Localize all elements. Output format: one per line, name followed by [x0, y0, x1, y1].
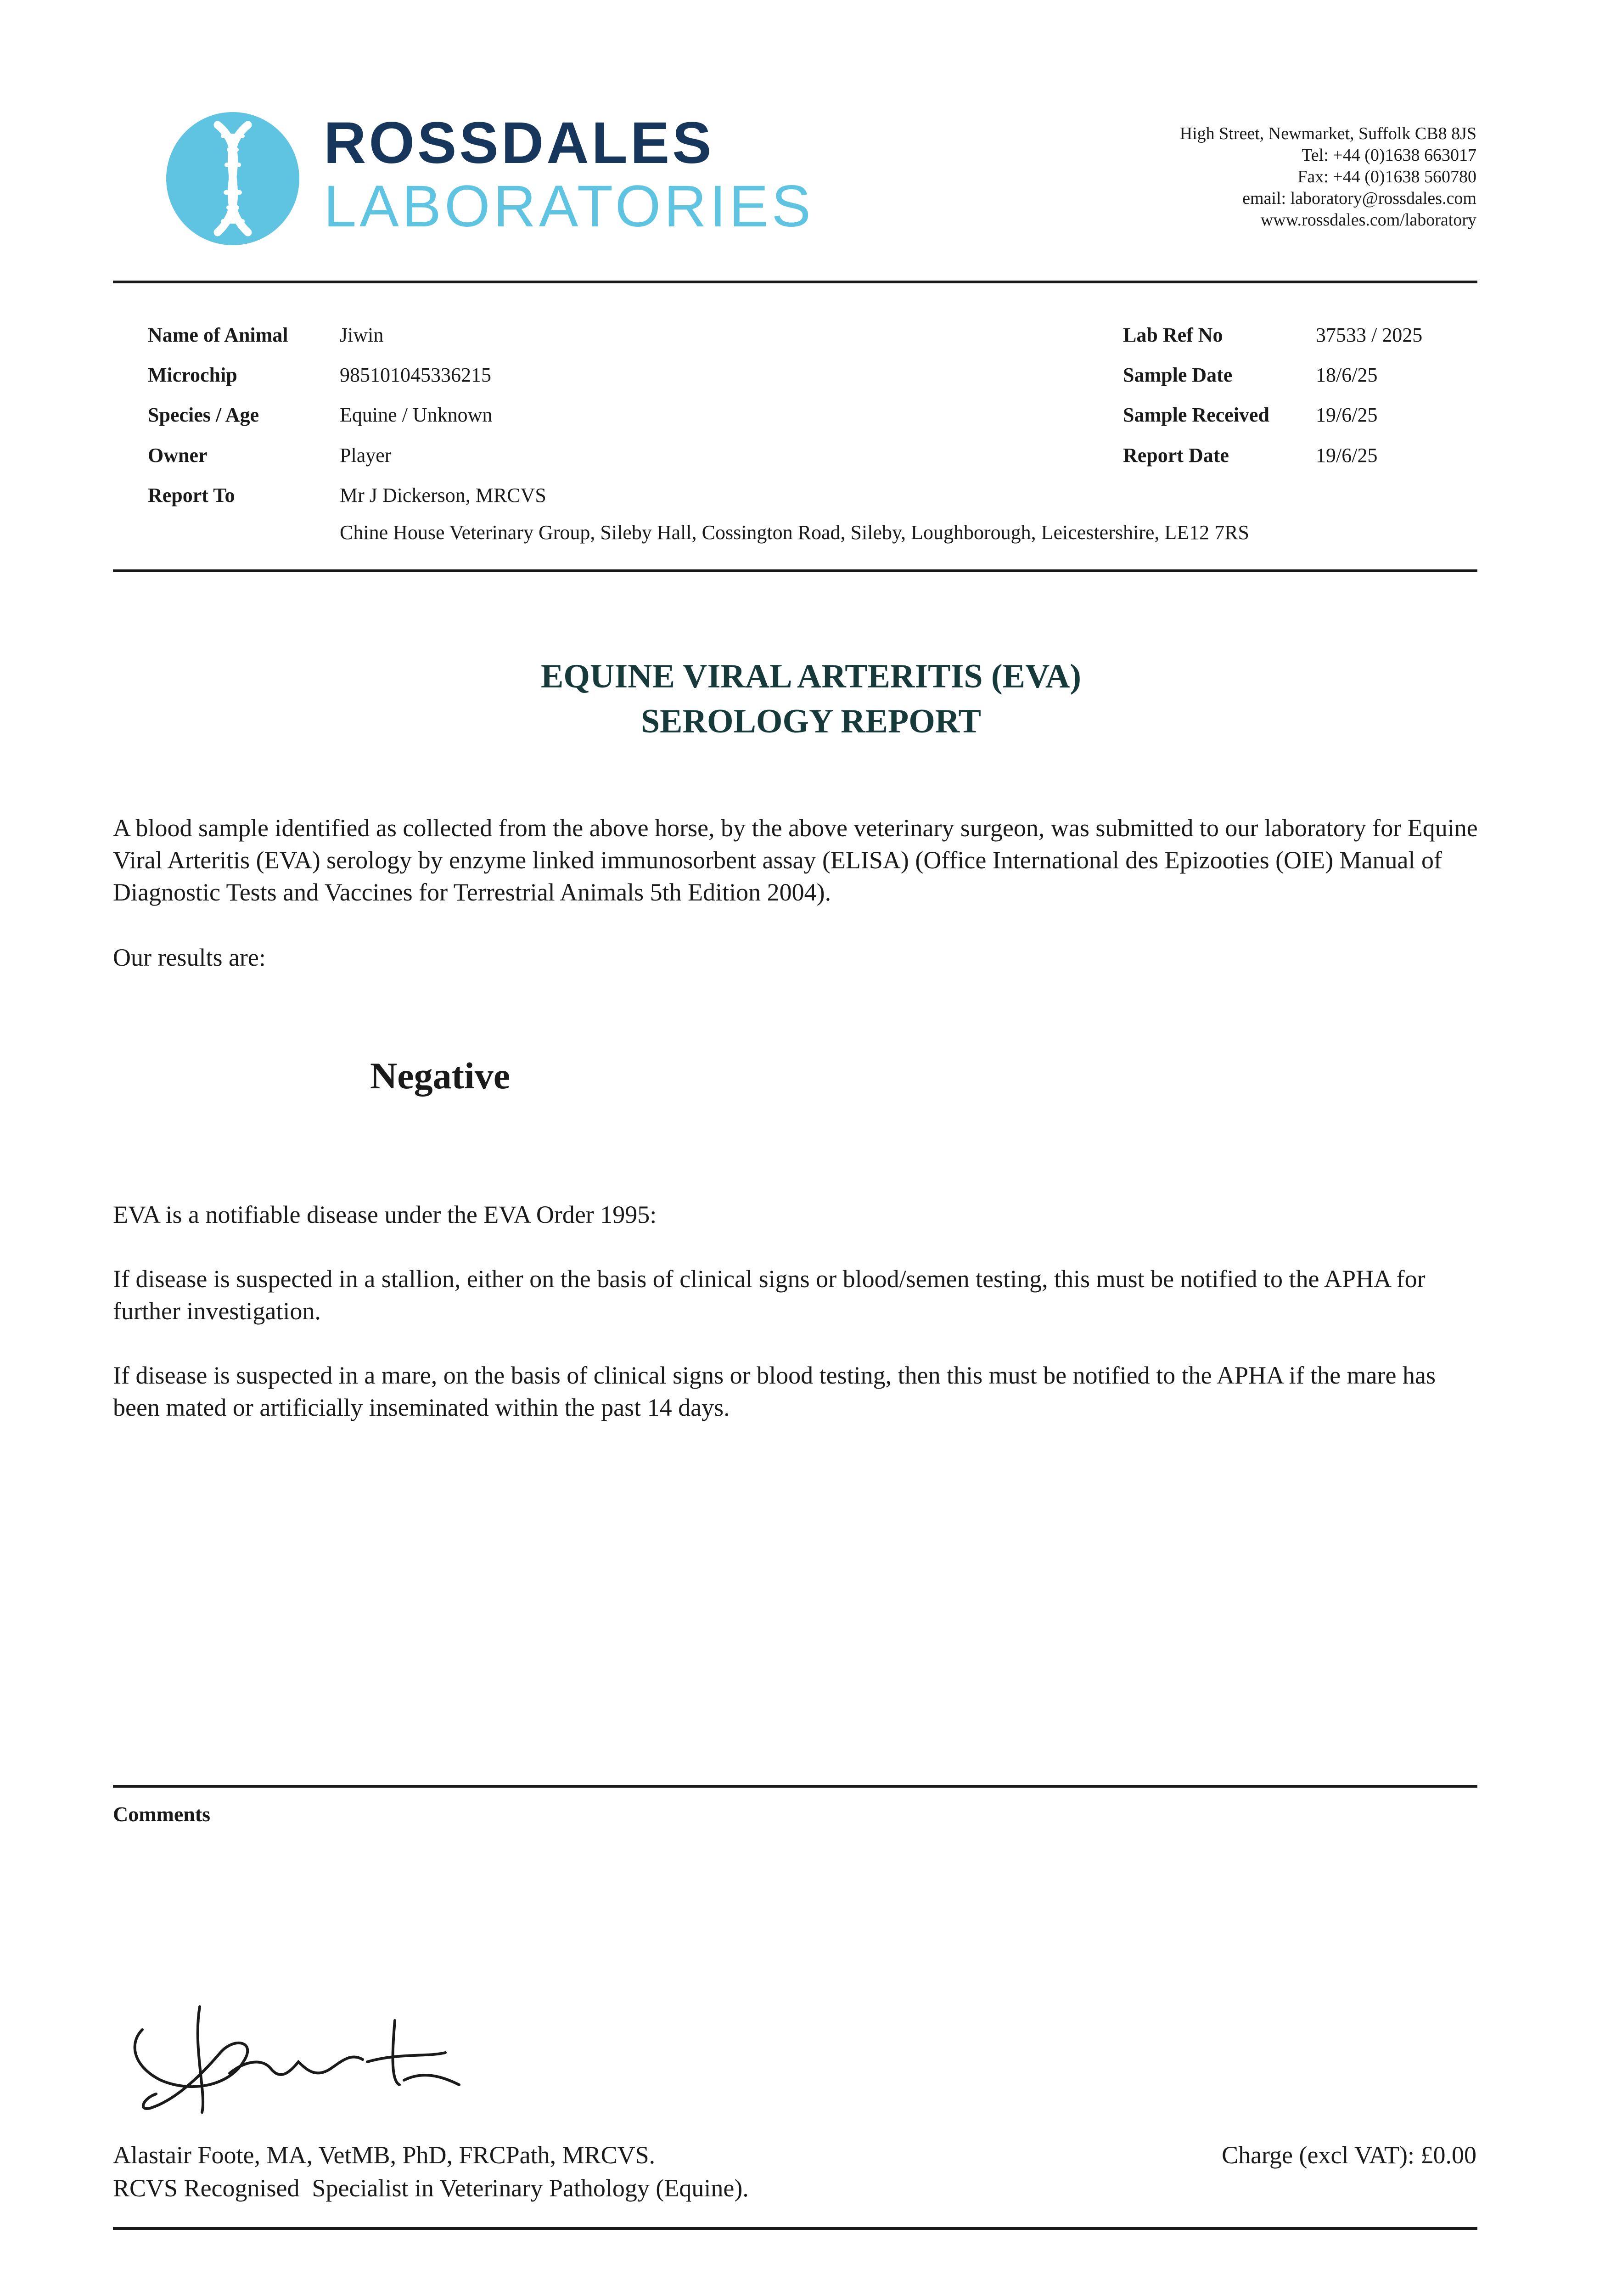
- charge-text: Charge (excl VAT): £0.00: [1222, 2141, 1476, 2169]
- report-to-address: Chine House Veterinary Group, Sileby Hall, Cossington Road, Sileby, Loughborough, Leicestershire, LE12 7RS: [340, 521, 1249, 544]
- dna-helix-icon: [166, 112, 299, 245]
- sample-received-value: 19/6/25: [1316, 404, 1378, 426]
- lab-ref-value: 37533 / 2025: [1316, 324, 1423, 346]
- report-title: [0, 654, 1622, 744]
- report-to-value: Mr J Dickerson, MRCVS: [340, 484, 546, 506]
- results-intro: Our results are:: [113, 944, 266, 971]
- phone-line: Tel: +44 (0)1638 663017: [1302, 146, 1476, 165]
- header-divider: [113, 281, 1477, 283]
- sample-received-label: Sample Received: [1123, 404, 1269, 426]
- address-line: High Street, Newmarket, Suffolk CB8 8JS: [1179, 124, 1476, 143]
- details-divider: [113, 569, 1477, 572]
- footer-divider: [113, 2227, 1477, 2230]
- website-line: www.rossdales.com/laboratory: [1260, 210, 1476, 230]
- intro-paragraph: A blood sample identified as collected from the above horse, by the above veterinary surgeon, was submitted to our laboratory for Equine Viral Arteritis (EVA) serology by enzyme linked immunosorbent assay (ELISA) (Office International des Epizooties (OIE) Manual of Diagnostic Tests and Vaccines for Terrestrial Animals 5th Edition 2004).: [113, 814, 1478, 906]
- species-value: Equine / Unknown: [340, 404, 493, 426]
- report-date-value: 19/6/25: [1316, 444, 1378, 467]
- microchip-label: Microchip: [148, 364, 237, 386]
- name-value: Jiwin: [340, 324, 384, 346]
- fax-line: Fax: +44 (0)1638 560780: [1297, 167, 1476, 186]
- brand-subtitle: LABORATORIES: [324, 174, 814, 239]
- sample-date-value: 18/6/25: [1316, 364, 1378, 386]
- owner-label: Owner: [148, 444, 208, 467]
- brand-name: ROSSDALES: [324, 110, 714, 176]
- notifiable-paragraph: EVA is a notifiable disease under the EVA Order 1995:: [113, 1201, 657, 1228]
- comments-label: Comments: [113, 1802, 211, 1826]
- comments-divider: [113, 1785, 1477, 1788]
- email-line: email: laboratory@rossdales.com: [1242, 189, 1476, 208]
- microchip-value: 985101045336215: [340, 364, 491, 386]
- stallion-paragraph: If disease is suspected in a stallion, either on the basis of clinical signs or blood/semen testing, this must be notified to the APHA for further investigation.: [113, 1265, 1426, 1325]
- sample-date-label: Sample Date: [1123, 364, 1233, 386]
- signer-credentials: RCVS Recognised Specialist in Veterinary Pathology (Equine).: [113, 2174, 749, 2202]
- mare-paragraph: If disease is suspected in a mare, on the basis of clinical signs or blood testing, then this must be notified to the APHA if the mare has been mated or artificially inseminated within the past 14 days.: [113, 1362, 1436, 1421]
- signature: [124, 1993, 473, 2126]
- lab-address: [1180, 123, 1476, 231]
- report-date-label: Report Date: [1123, 444, 1229, 467]
- signer-name: Alastair Foote, MA, VetMB, PhD, FRCPath, MRCVS.: [113, 2141, 656, 2169]
- report-title-line2: SEROLOGY REPORT: [641, 703, 981, 740]
- report-title-line1: EQUINE VIRAL ARTERITIS (EVA): [541, 658, 1081, 695]
- name-label: Name of Animal: [148, 324, 288, 346]
- owner-value: Player: [340, 444, 392, 467]
- species-label: Species / Age: [148, 404, 259, 426]
- lab-ref-label: Lab Ref No: [1123, 324, 1223, 346]
- report-to-label: Report To: [148, 484, 235, 506]
- test-result: Negative: [370, 1055, 511, 1097]
